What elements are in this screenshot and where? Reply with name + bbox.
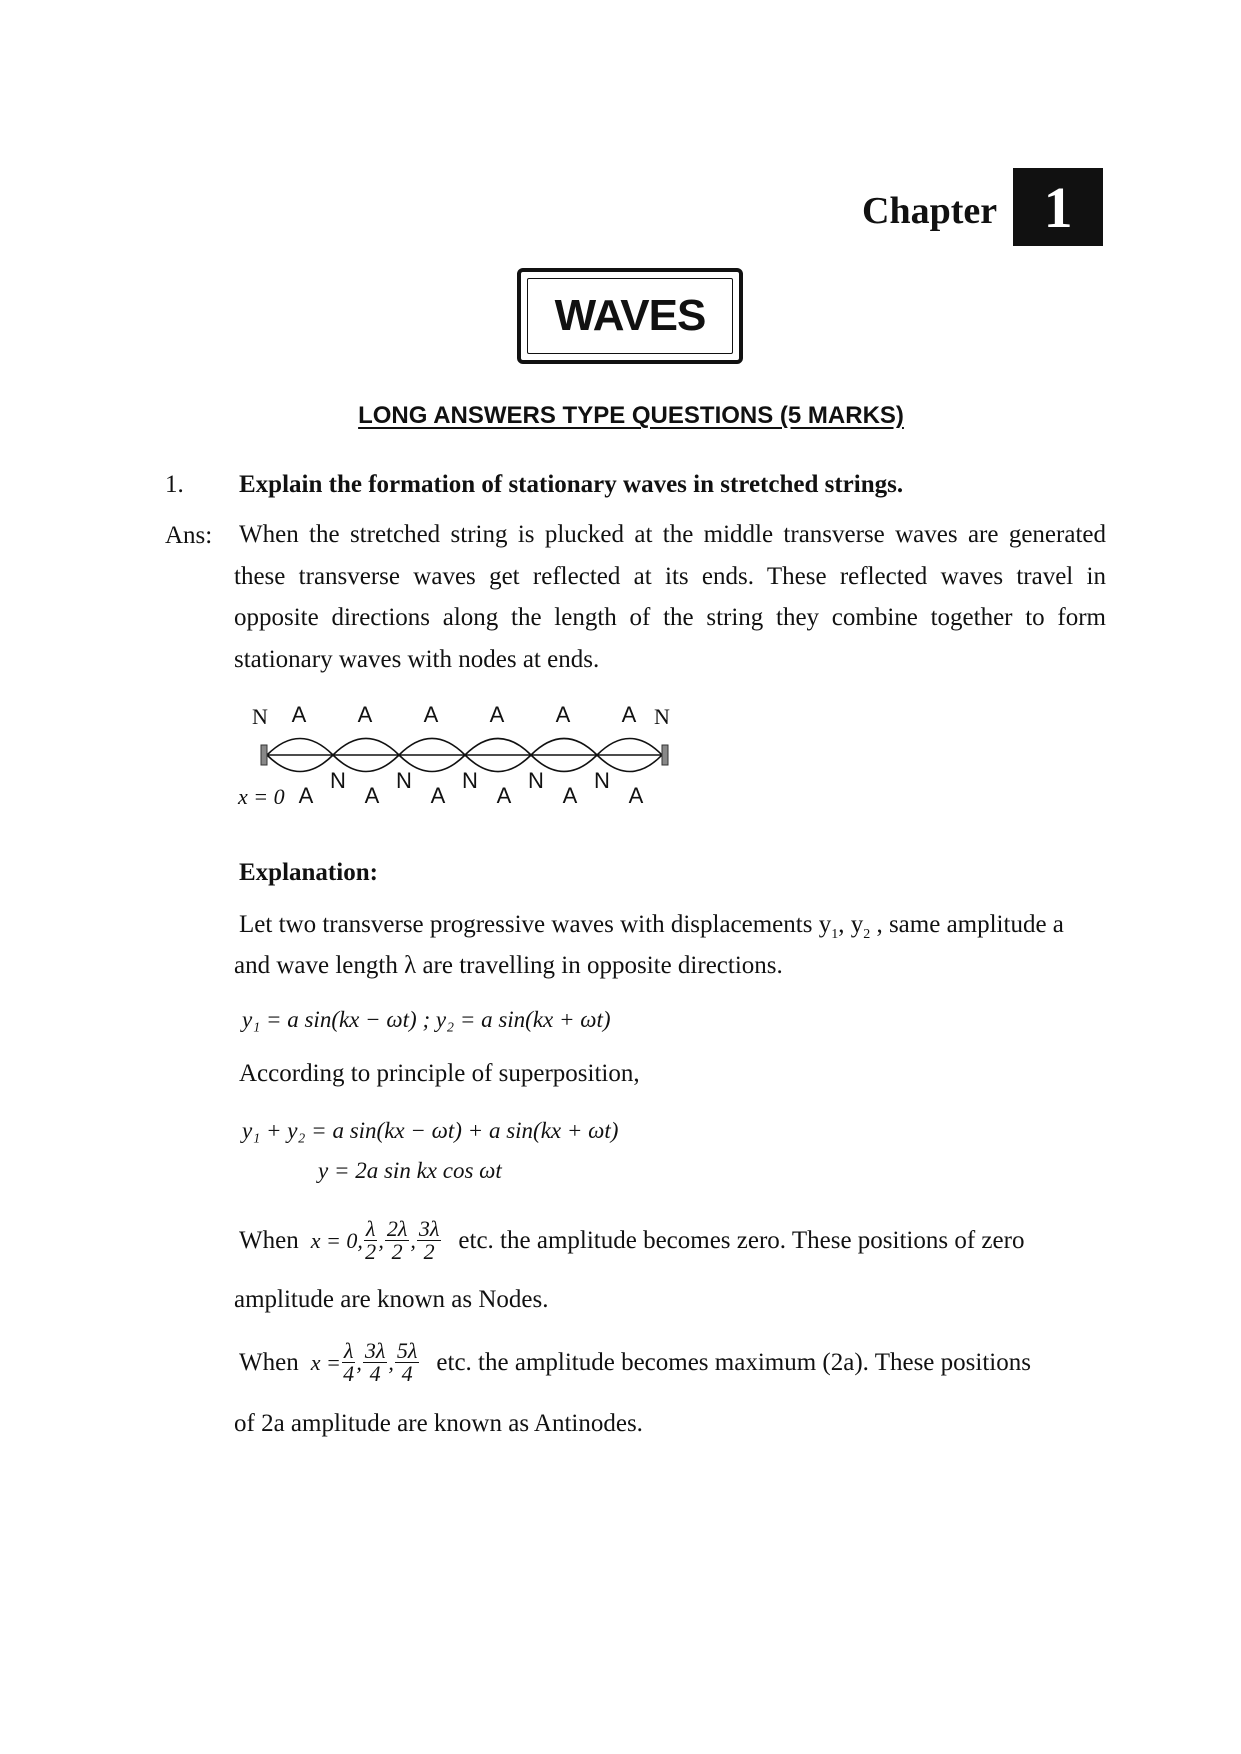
- antinodes-math: x = $\frac{\lambda}{4}$ , $\frac{3\lambda}{4}$ , $\frac{5\lambda}{4}$: [310, 1338, 418, 1386]
- origin-label: x = 0: [238, 784, 285, 809]
- question-number: 1.: [165, 471, 184, 498]
- answer-label: Ans:: [165, 522, 213, 549]
- left-clamp: [261, 745, 267, 765]
- stationary-wave-diagram: [230, 700, 710, 810]
- fraction: $\frac{3\lambda}{4}$: [364, 1338, 386, 1386]
- equation-result: y = 2a sin kx cos ωt: [318, 1158, 502, 1183]
- equation-waves: y₁ = a sin(kx − ωt) ; y₂ = a sin(kx + ωt): [242, 1007, 611, 1032]
- explanation-heading: Explanation:: [239, 859, 378, 886]
- node-label-top-right: N: [654, 704, 670, 729]
- diagram-bottom-label: A: [364, 783, 380, 808]
- answer-text: When the stretched string is plucked at the middle transverse waves are generated these transverse waves get reflected at its ends. These reflected waves travel in opposite directions along the length of the string they combine together to form stationary waves with nodes at ends.: [234, 521, 1106, 673]
- antinode-label-top: A: [423, 702, 439, 727]
- page-title: WAVES: [527, 278, 733, 354]
- antinode-label-top: A: [621, 702, 637, 727]
- fraction: $\frac{2\lambda}{2}$: [386, 1216, 408, 1264]
- chapter-label: Chapter: [862, 190, 998, 232]
- nodes-when: When: [239, 1226, 299, 1254]
- antinodes-when: When: [239, 1348, 299, 1376]
- explanation-intro: Let two transverse progressive waves with displacements $y_1$, $y_2$ , same amplitude a: [239, 911, 1064, 942]
- diagram-bottom-label: N: [396, 768, 412, 793]
- equation-superposition: y₁ + y₂ = a sin(kx − ωt) + a sin(kx + ωt): [242, 1118, 619, 1143]
- fraction: $\frac{5\lambda}{4}$: [396, 1338, 418, 1386]
- diagram-bottom-label: A: [496, 783, 512, 808]
- antinode-label-top: A: [555, 702, 571, 727]
- fraction: $\frac{3\lambda}{2}$: [418, 1216, 440, 1264]
- nodes-math: x = 0, $\frac{\lambda}{2}$ , $\frac{2\lambda}{2}$ , $\frac{3\lambda}{2}$: [310, 1216, 440, 1264]
- section-heading: LONG ANSWERS TYPE QUESTIONS (5 MARKS): [358, 402, 904, 429]
- diagram-bottom-label: A: [562, 783, 578, 808]
- antinode-label-top: A: [489, 702, 505, 727]
- explanation-intro-line2: and wave length λ are travelling in opposite directions.: [234, 952, 783, 979]
- title-frame: [517, 268, 743, 364]
- question-text: Explain the formation of stationary waves in stretched strings.: [239, 471, 904, 498]
- nodes-line2: amplitude are known as Nodes.: [234, 1286, 549, 1313]
- antinode-label-top: A: [291, 702, 307, 727]
- antinodes-line2: of 2a amplitude are known as Antinodes.: [234, 1410, 643, 1437]
- chapter-number: 1: [1013, 168, 1103, 246]
- diagram-bottom-label: N: [462, 768, 478, 793]
- fraction: $\frac{\lambda}{4}$: [343, 1338, 355, 1386]
- diagram-bottom-label: A: [628, 783, 644, 808]
- diagram-bottom-label: N: [330, 768, 346, 793]
- antinodes-condition: [239, 1340, 1109, 1385]
- superposition-text: According to principle of superposition,: [239, 1060, 640, 1087]
- chapter-header: [862, 168, 1103, 246]
- nodes-condition: [239, 1218, 1109, 1263]
- antinodes-text: etc. the amplitude becomes maximum (2a). These positions: [436, 1348, 1031, 1376]
- diagram-bottom-label: N: [528, 768, 544, 793]
- diagram-bottom-label: N: [594, 768, 610, 793]
- right-clamp: [662, 745, 668, 765]
- node-label-top-left: N: [252, 704, 268, 729]
- diagram-bottom-label: A: [430, 783, 446, 808]
- nodes-text: etc. the amplitude becomes zero. These positions of zero: [458, 1226, 1025, 1254]
- wave-upper: [267, 739, 662, 756]
- diagram-bottom-label: A: [298, 783, 314, 808]
- antinode-label-top: A: [357, 702, 373, 727]
- fraction: $\frac{\lambda}{2}$: [365, 1216, 377, 1264]
